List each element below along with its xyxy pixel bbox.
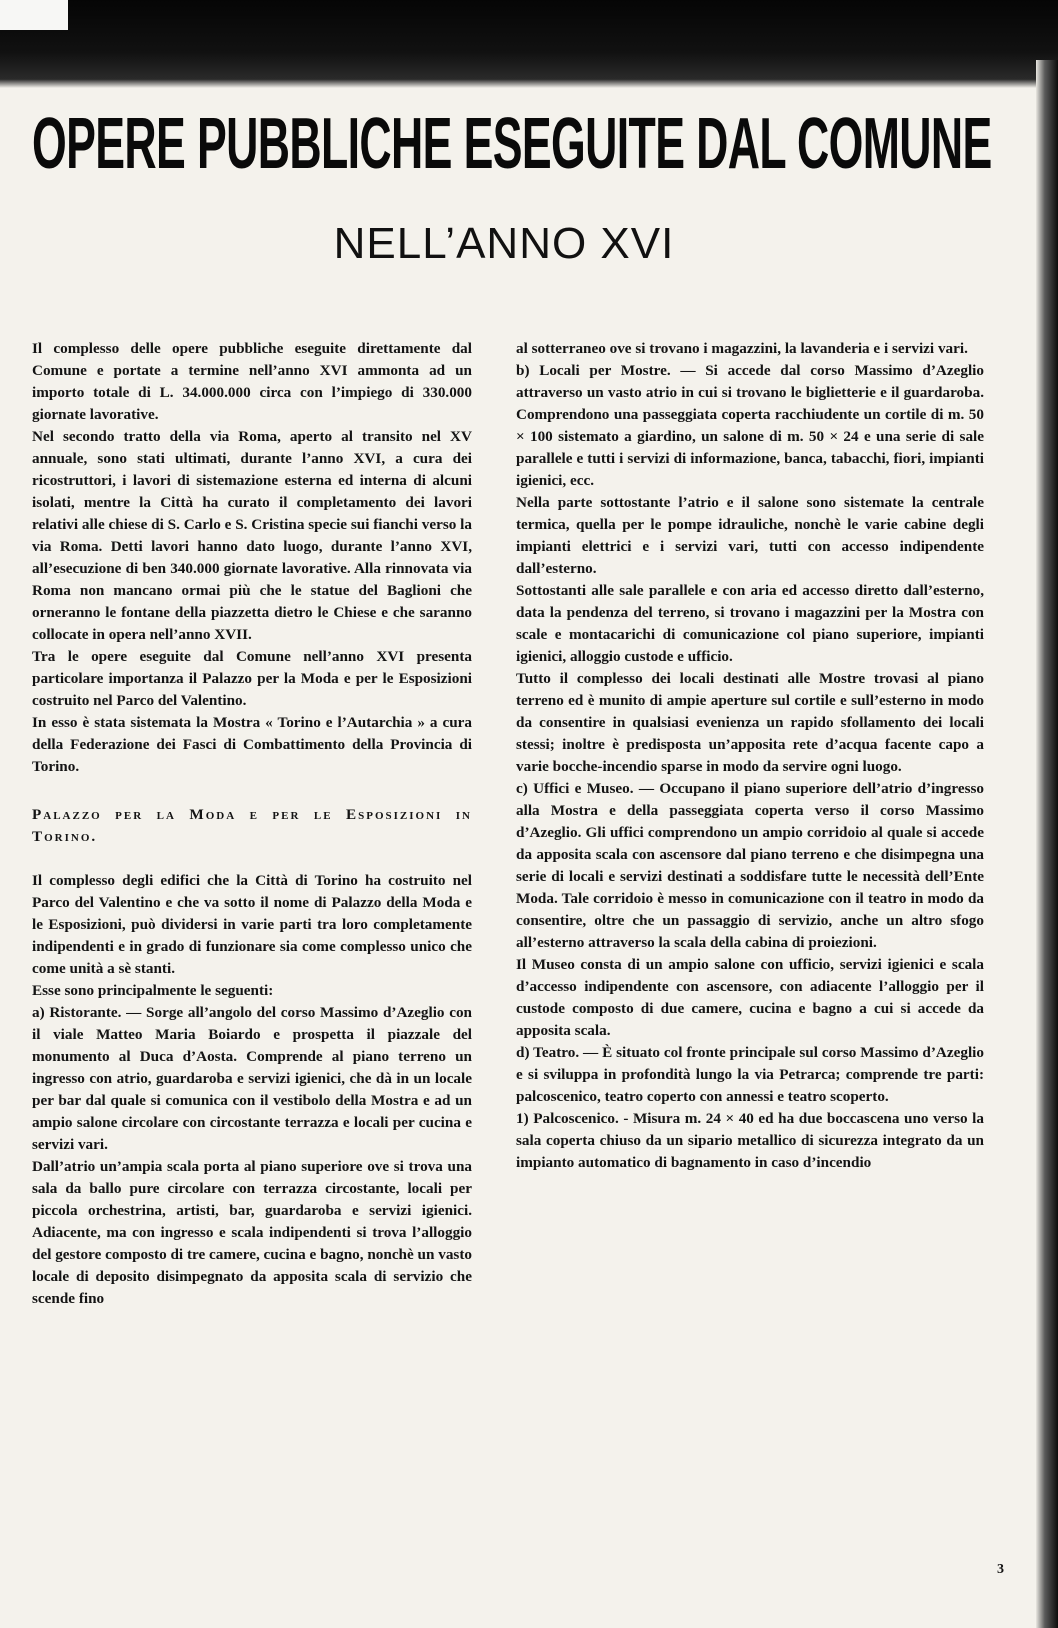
top-dark-band (0, 0, 1058, 88)
left-column (32, 338, 472, 1310)
page-title: OPERE PUBBLICHE ESEGUITE DAL COMUNE (32, 104, 992, 184)
paragraph: Il Museo consta di un ampio salone con ufficio, servizi igienici e scala d’accesso indipendente con ascensore, con adiacente l’alloggio per il custode composto di due camere, cucina e bagno a cui si accede da apposita scala. (516, 956, 984, 1039)
paragraph-teatro: d) Teatro. — È situato col fronte principale sul corso Massimo d’Azeglio e si sviluppa in profondità lungo la via Petrarca; comprende tre parti: palcoscenico, teatro coperto con annessi e teatro scoperto. (516, 1044, 984, 1105)
page-edge-shadow (1036, 60, 1058, 1628)
paragraph: Sottostanti alle sale parallele e con aria ed accesso diretto dall’esterno, data la pendenza del terreno, si trovano i magazzini per la Mostra con scale e montacarichi di comunicazione col piano superiore, impianti igienici, alloggio custode e ufficio. (516, 582, 984, 665)
paragraph: Il complesso delle opere pubbliche eseguite direttamente dal Comune e portate a termine nell’anno XVI ammonta ad un importo totale di L. 34.000.000 circa con l’impiego di 330.000 giornate lavorative. (32, 340, 472, 423)
paragraph-locali-mostre: b) Locali per Mostre. — Si accede dal corso Massimo d’Azeglio attraverso un vasto atrio in cui si trovano le biglietterie e il guardaroba. Comprendono una passeggiata coperta racchiudente un cortile di m. 50 × 100 sistemato a giardino, un salone di m. 50 × 24 e una serie di sale parallele e tutti i servizi di informazione, banca, tabacchi, fiori, impianti igienici, ecc. (516, 362, 984, 489)
paragraph: al sotterraneo ove si trovano i magazzini, la lavanderia e i servizi vari. (516, 340, 968, 357)
page-number: 3 (997, 1562, 1004, 1577)
paragraph: Dall’atrio un’ampia scala porta al piano superiore ove si trova una sala da ballo pure circolare con terrazza circostante, locali per piccola orchestrina, artisti, bar, guardaroba e servizi igienici. Adiacente, ma con ingresso e scala indipendenti si trova l’alloggio del gestore composto di tre camere, cucina e bagno, nonchè un vasto locale di deposito disimpegnato da apposita scala di servizio che scende fino (32, 1158, 472, 1307)
paragraph: Tutto il complesso dei locali destinati alle Mostre trovasi al piano terreno ed è munito di ampie aperture sul cortile e sull’esterno in modo da consentire in qualsiasi evenienza un rapido sfollamento dei locali stessi; inoltre è predisposta un’apposita rete d’acqua facente capo a varie bocche-incendio sparse in modo da servire ogni luogo. (516, 670, 984, 775)
paragraph: Nel secondo tratto della via Roma, aperto al transito nel XV annuale, sono stati ultimati, durante l’anno XVI, a cura dei ricostruttori, i lavori di sistemazione esterna ed interna di alcuni isolati, mentre la Città ha curato il completamento dei lavori relativi alle chiese di S. Carlo e S. Cristina specie sui fianchi verso la via Roma. Detti lavori hanno dato luogo, durante l’anno XVI, all’esecuzione di ben 340.000 giornate lavorative. Alla rinnovata via Roma non mancano ormai più che le statue del Baglioni che orneranno le fontane della piazzetta dietro le Chiese e che saranno collocate in opera nell’anno XVII. (32, 428, 472, 643)
right-column (516, 338, 984, 1174)
paragraph-palcoscenico: 1) Palcoscenico. - Misura m. 24 × 40 ed ha due boccascena uno verso la sala coperta chiuso da un sipario metallico di sicurezza integrato da un impianto automatico di bagnamento in caso d’incendio (516, 1110, 984, 1171)
paragraph-uffici-museo: c) Uffici e Museo. — Occupano il piano superiore dell’atrio d’ingresso alla Mostra e della passeggiata coperta verso il corso Massimo d’Azeglio. Gli uffici comprendono un ampio corridoio al quale si accede da apposita scala con ascensore dal piano terreno e che disimpegna una serie di locali e servizi destinati a soddisfare tutte le necessità dell’Ente Moda. Tale corridoio è messo in comunicazione con il teatro in modo da consentire, oltre che un passaggio di servizio, anche un altro sfogo all’esterno attraverso la scala della cabina di proiezioni. (516, 780, 984, 951)
paragraph: Tra le opere eseguite dal Comune nell’anno XVI presenta particolare importanza il Palazzo per la Moda e per le Esposizioni costruito nel Parco del Valentino. (32, 648, 472, 709)
section-heading: Palazzo per la Moda e per le Esposizioni in Torino. (32, 806, 472, 845)
paragraph: In esso è stata sistemata la Mostra « Torino e l’Autarchia » a cura della Federazione dei Fasci di Combattimento della Provincia di Torino. (32, 714, 472, 775)
page-subtitle: NELL’ANNO XVI (333, 219, 675, 268)
paragraph: Nella parte sottostante l’atrio e il salone sono sistemate la centrale termica, quella per le pompe idrauliche, nonchè le varie cabine degli impianti elettrici e i servizi vari, tutti con accesso indipendente dall’esterno. (516, 494, 984, 577)
paragraph-ristorante: a) Ristorante. — Sorge all’angolo del corso Massimo d’Azeglio con il viale Matteo Maria Boiardo e prospetta il piazzale del monumento al Duca d’Aosta. Comprende al piano terreno un ingresso con atrio, guardaroba e servizi igienici, che dà in un locale per bar dal quale si comunica con il vestibolo della Mostra e ad un ampio salone circolare con circostante terrazza e locali per cucina e servizi vari. (32, 1004, 472, 1153)
corner-tab (0, 0, 68, 30)
paragraph: Il complesso degli edifici che la Città di Torino ha costruito nel Parco del Valentino e che va sotto il nome di Palazzo della Moda e le Esposizioni, può dividersi in varie parti tra loro completamente indipendenti e in grado di funzionare sia come complesso unico che come unità a sè stanti. (32, 872, 472, 977)
paragraph: Esse sono principalmente le seguenti: (32, 982, 274, 999)
article-page (26, 88, 1036, 1608)
